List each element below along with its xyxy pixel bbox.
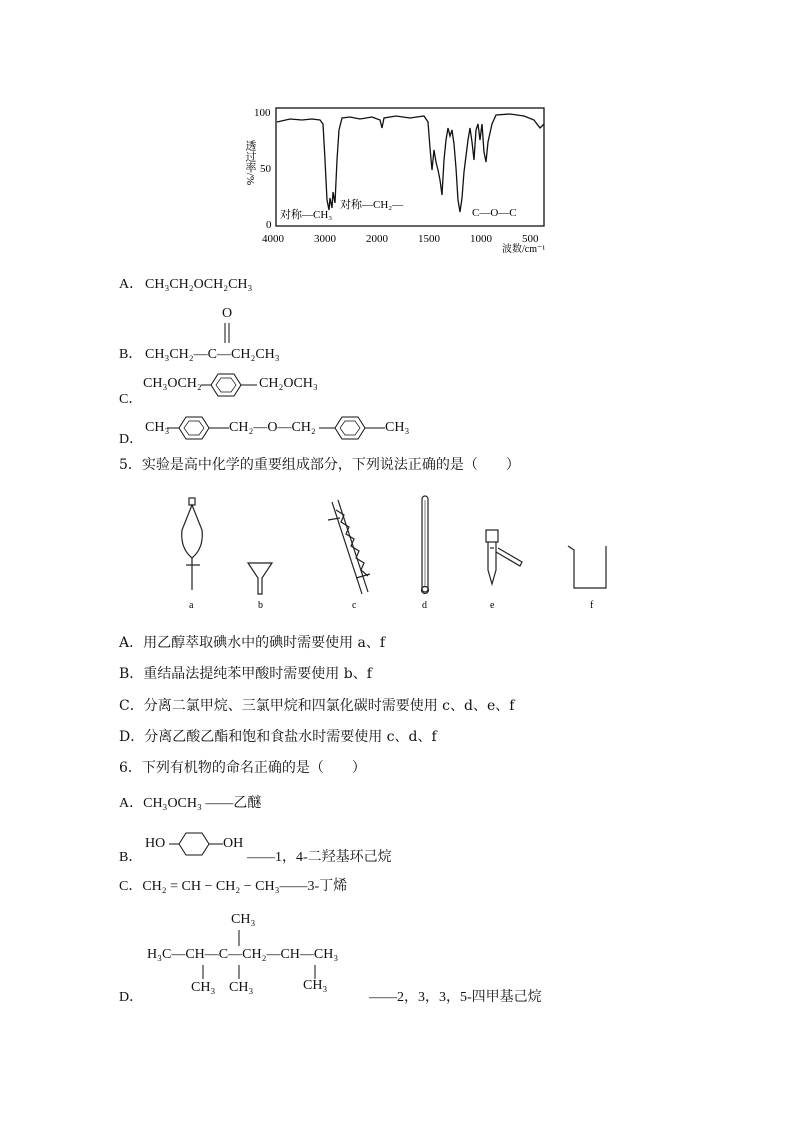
label-b: b: [258, 600, 263, 611]
q4-option-c: C． CH₃OCH₂ CH₂OCH₃: [119, 372, 419, 406]
bond-sub1: [201, 965, 205, 979]
x-tick-3000: 3000: [314, 233, 336, 245]
q5-option-d: D．分离乙酸乙酯和饱和食盐水时需要使用 c、d、f: [119, 729, 437, 745]
separatory-funnel-a: [182, 498, 203, 590]
x-tick-1000: 1000: [470, 233, 492, 245]
ir-spectrum-figure: [240, 100, 550, 256]
label-c: c: [352, 600, 357, 611]
adapter-e: [486, 530, 522, 584]
annot-coc: C—O—C: [472, 207, 517, 219]
y-tick-50: 50: [260, 163, 271, 175]
label-f: f: [590, 600, 594, 611]
q6-question: 6．下列有机物的命名正确的是（ ）: [119, 760, 366, 776]
bond-sub2: [237, 965, 241, 979]
benzene-ring-c: [201, 372, 257, 398]
y-tick-100: 100: [254, 107, 271, 119]
benzene-ring-d2: [319, 414, 385, 442]
double-bond: [223, 323, 231, 343]
q6-option-c: C．CH₂ = CH − CH₂ − CH₃——3-丁烯: [119, 879, 348, 894]
x-tick-4000: 4000: [262, 233, 284, 245]
q5-question: 5．实验是高中化学的重要组成部分，下列说法正确的是（ ）: [119, 457, 520, 473]
bond-sub3: [313, 965, 317, 979]
beaker-f: [568, 546, 606, 588]
condenser-c: [328, 500, 370, 594]
q6-option-d: CH₃ H₃C—CH—C—CH₂—CH—CH₃ CH₃ CH₃ CH₃ D． ——2，3，3，5-四甲基己烷: [119, 912, 542, 1005]
bond-top: [237, 930, 241, 946]
cyclohexane-ring: [169, 832, 223, 860]
annot-ch3: 对称—CH₃: [280, 209, 333, 221]
q5-option-c: C．分离二氯甲烷、三氯甲烷和四氯化碳时需要使用 c、d、e、f: [119, 698, 515, 714]
q5-option-b: B．重结晶法提纯苯甲酸时需要使用 b、f: [119, 666, 372, 682]
q6-option-b: B． HO OH ——1，4-二羟基环己烷: [119, 832, 419, 862]
benzene-ring-d1: [167, 414, 229, 442]
q6-option-a: A．CH₃OCH₃ ——乙醚: [119, 796, 262, 811]
q4-option-a: A． CH₃CH₂OCH₂CH₃: [119, 277, 253, 292]
label-d: d: [422, 600, 427, 611]
label-a: a: [189, 600, 194, 611]
x-tick-500: 500: [522, 233, 539, 245]
x-tick-2000: 2000: [366, 233, 388, 245]
q4-option-d: D． CH₃ CH₂—O—CH₂ CH₃: [119, 414, 439, 444]
x-tick-1500: 1500: [418, 233, 440, 245]
ketone-oxygen: O: [221, 306, 233, 321]
label-e: e: [490, 600, 495, 611]
thermometer-d: [422, 496, 429, 594]
spectrum-trace: [277, 114, 544, 212]
y-tick-0: 0: [266, 219, 272, 231]
annot-ch2: 对称—CH₂—: [340, 199, 404, 211]
y-axis-label: 透过率/%: [244, 140, 256, 186]
x-axis-label: 波数/cm⁻¹: [502, 244, 546, 255]
ketone-formula: B． CH₃CH₂—C—CH₂CH₃: [119, 347, 280, 362]
funnel-b: [248, 563, 272, 594]
q5-option-a: A．用乙醇萃取碘水中的碘时需要使用 a、f: [119, 635, 386, 651]
apparatus-figure: [160, 490, 620, 615]
